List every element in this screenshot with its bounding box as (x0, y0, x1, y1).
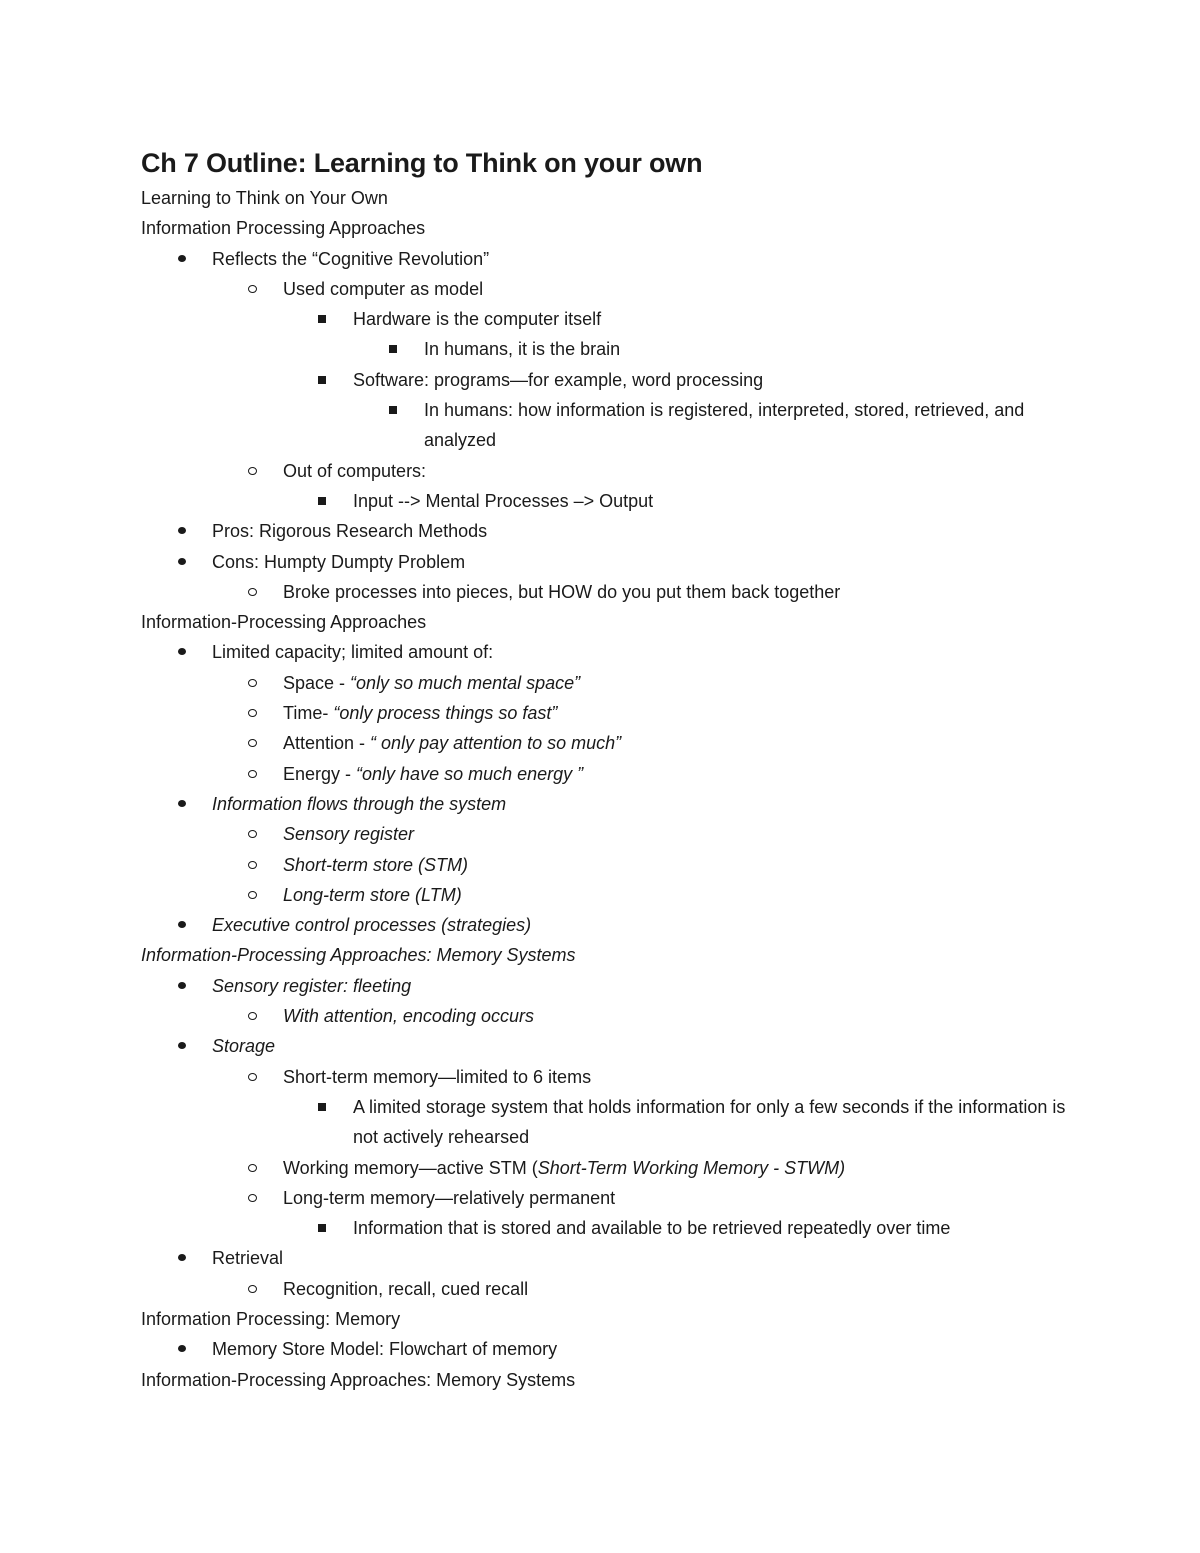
outline-item (141, 668, 1081, 698)
outline-text: Short-term store (STM) (283, 854, 469, 875)
disc-bullet-icon (176, 547, 190, 577)
square-bullet-icon (317, 365, 331, 395)
outline-text: Working memory—active STM ( (283, 1157, 538, 1178)
outline-text: Space - (283, 672, 351, 693)
outline-text: Information-Processing Approaches: Memory Systems (141, 945, 576, 966)
circle-bullet-icon (247, 274, 261, 304)
outline-text: Used computer as model (283, 278, 484, 299)
outline-text: Attention - (283, 733, 371, 754)
circle-bullet-icon (247, 850, 261, 880)
outline-text: Broke processes into pieces, but HOW do you put them back together (283, 581, 841, 602)
outline-emphasis: “only process things so fast” (333, 703, 558, 724)
outline-item (141, 1062, 1081, 1092)
disc-bullet-icon (176, 516, 190, 546)
square-bullet-icon (317, 486, 331, 516)
disc-bullet-icon (176, 1031, 190, 1061)
section-heading (141, 940, 1081, 970)
section-heading (141, 1365, 1081, 1395)
outline-item (141, 1153, 1081, 1183)
outline-text: Information Processing: Memory (141, 1308, 401, 1329)
outline-item (141, 1213, 1081, 1243)
square-bullet-icon (388, 395, 402, 425)
disc-bullet-icon (176, 910, 190, 940)
section-heading (141, 213, 1081, 243)
section-heading (141, 607, 1081, 637)
circle-bullet-icon (247, 759, 261, 789)
outline-text: Memory Store Model: Flowchart of memory (212, 1339, 558, 1360)
outline-item (141, 486, 1081, 516)
circle-bullet-icon (247, 456, 261, 486)
outline-text: Learning to Think on Your Own (141, 188, 388, 208)
circle-bullet-icon (247, 698, 261, 728)
outline-emphasis: “only so much mental space” (350, 672, 581, 693)
outline (141, 183, 1081, 1395)
outline-item (141, 577, 1081, 607)
outline-text: Information-Processing Approaches (141, 612, 427, 633)
outline-text: Long-term memory—relatively permanent (283, 1187, 616, 1208)
outline-text: Recognition, recall, cued recall (283, 1278, 529, 1299)
outline-item (141, 1001, 1081, 1031)
outline-emphasis: “only have so much energy ” (356, 763, 584, 784)
circle-bullet-icon (247, 880, 261, 910)
outline-item (141, 244, 1081, 274)
disc-bullet-icon (176, 637, 190, 667)
outline-text: Retrieval (212, 1248, 284, 1269)
document-page (141, 143, 1081, 1395)
circle-bullet-icon (247, 668, 261, 698)
outline-item (141, 819, 1081, 849)
outline-emphasis: Short-Term Working Memory - STWM) (537, 1157, 846, 1178)
outline-item (141, 1031, 1081, 1061)
outline-item (141, 334, 1081, 364)
outline-item (141, 1274, 1081, 1304)
outline-text: In humans, it is the brain (424, 339, 621, 360)
outline-text: In humans: how information is registered, interpreted, stored, retrieved, and analyzed (424, 400, 1025, 451)
outline-text: Time- (283, 703, 334, 724)
outline-text: Cons: Humpty Dumpty Problem (212, 551, 466, 572)
outline-text: Information-Processing Approaches: Memory Systems (141, 1369, 576, 1390)
outline-item (141, 850, 1081, 880)
outline-text: Storage (212, 1036, 276, 1057)
outline-text: A limited storage system that holds information for only a few seconds if the information is not actively rehearsed (353, 1096, 1066, 1148)
outline-item (141, 395, 1081, 456)
outline-item (141, 698, 1081, 728)
disc-bullet-icon (176, 1243, 190, 1273)
circle-bullet-icon (247, 1274, 261, 1304)
square-bullet-icon (317, 304, 331, 334)
section-heading (141, 1304, 1081, 1334)
outline-item (141, 365, 1081, 395)
outline-item (141, 1183, 1081, 1213)
outline-item (141, 304, 1081, 334)
outline-text: Reflects the “Cognitive Revolution” (212, 248, 490, 269)
outline-text: Sensory register (283, 824, 415, 845)
outline-text: Out of computers: (283, 460, 427, 481)
outline-text: Pros: Rigorous Research Methods (212, 521, 488, 542)
outline-item (141, 1334, 1081, 1364)
outline-item (141, 274, 1081, 304)
outline-text: Information that is stored and available to be retrieved repeatedly over time (353, 1218, 951, 1239)
square-bullet-icon (317, 1092, 331, 1122)
outline-item (141, 789, 1081, 819)
outline-text: Information Processing Approaches (141, 218, 426, 239)
outline-text: Long-term store (LTM) (283, 884, 462, 905)
disc-bullet-icon (176, 1334, 190, 1364)
circle-bullet-icon (247, 1183, 261, 1213)
outline-item (141, 1092, 1081, 1153)
outline-item (141, 728, 1081, 758)
outline-text: Energy - (283, 763, 357, 784)
outline-item (141, 971, 1081, 1001)
outline-text: With attention, encoding occurs (283, 1006, 534, 1027)
outline-text: Executive control processes (strategies) (212, 915, 532, 936)
outline-item (141, 547, 1081, 577)
circle-bullet-icon (247, 1062, 261, 1092)
section-heading (141, 183, 1081, 213)
disc-bullet-icon (176, 244, 190, 274)
square-bullet-icon (388, 334, 402, 364)
disc-bullet-icon (176, 971, 190, 1001)
outline-text: Sensory register: fleeting (212, 975, 412, 996)
outline-item (141, 637, 1081, 667)
circle-bullet-icon (247, 1153, 261, 1183)
outline-text: Short-term memory—limited to 6 items (283, 1066, 592, 1087)
square-bullet-icon (317, 1213, 331, 1243)
outline-item (141, 759, 1081, 789)
outline-item (141, 456, 1081, 486)
outline-item (141, 880, 1081, 910)
outline-item (141, 1243, 1081, 1273)
outline-text: Limited capacity; limited amount of: (212, 642, 494, 663)
outline-text: Information flows through the system (212, 793, 507, 814)
outline-item (141, 910, 1081, 940)
circle-bullet-icon (247, 728, 261, 758)
outline-emphasis: “ only pay attention to so much” (370, 733, 622, 754)
circle-bullet-icon (247, 577, 261, 607)
outline-item (141, 516, 1081, 546)
circle-bullet-icon (247, 819, 261, 849)
outline-text: Hardware is the computer itself (353, 309, 602, 330)
circle-bullet-icon (247, 1001, 261, 1031)
outline-text: Input --> Mental Processes –> Output (353, 490, 654, 511)
outline-text: Software: programs—for example, word processing (353, 369, 764, 390)
disc-bullet-icon (176, 789, 190, 819)
page-title: Ch 7 Outline: Learning to Think on your own (141, 148, 703, 178)
